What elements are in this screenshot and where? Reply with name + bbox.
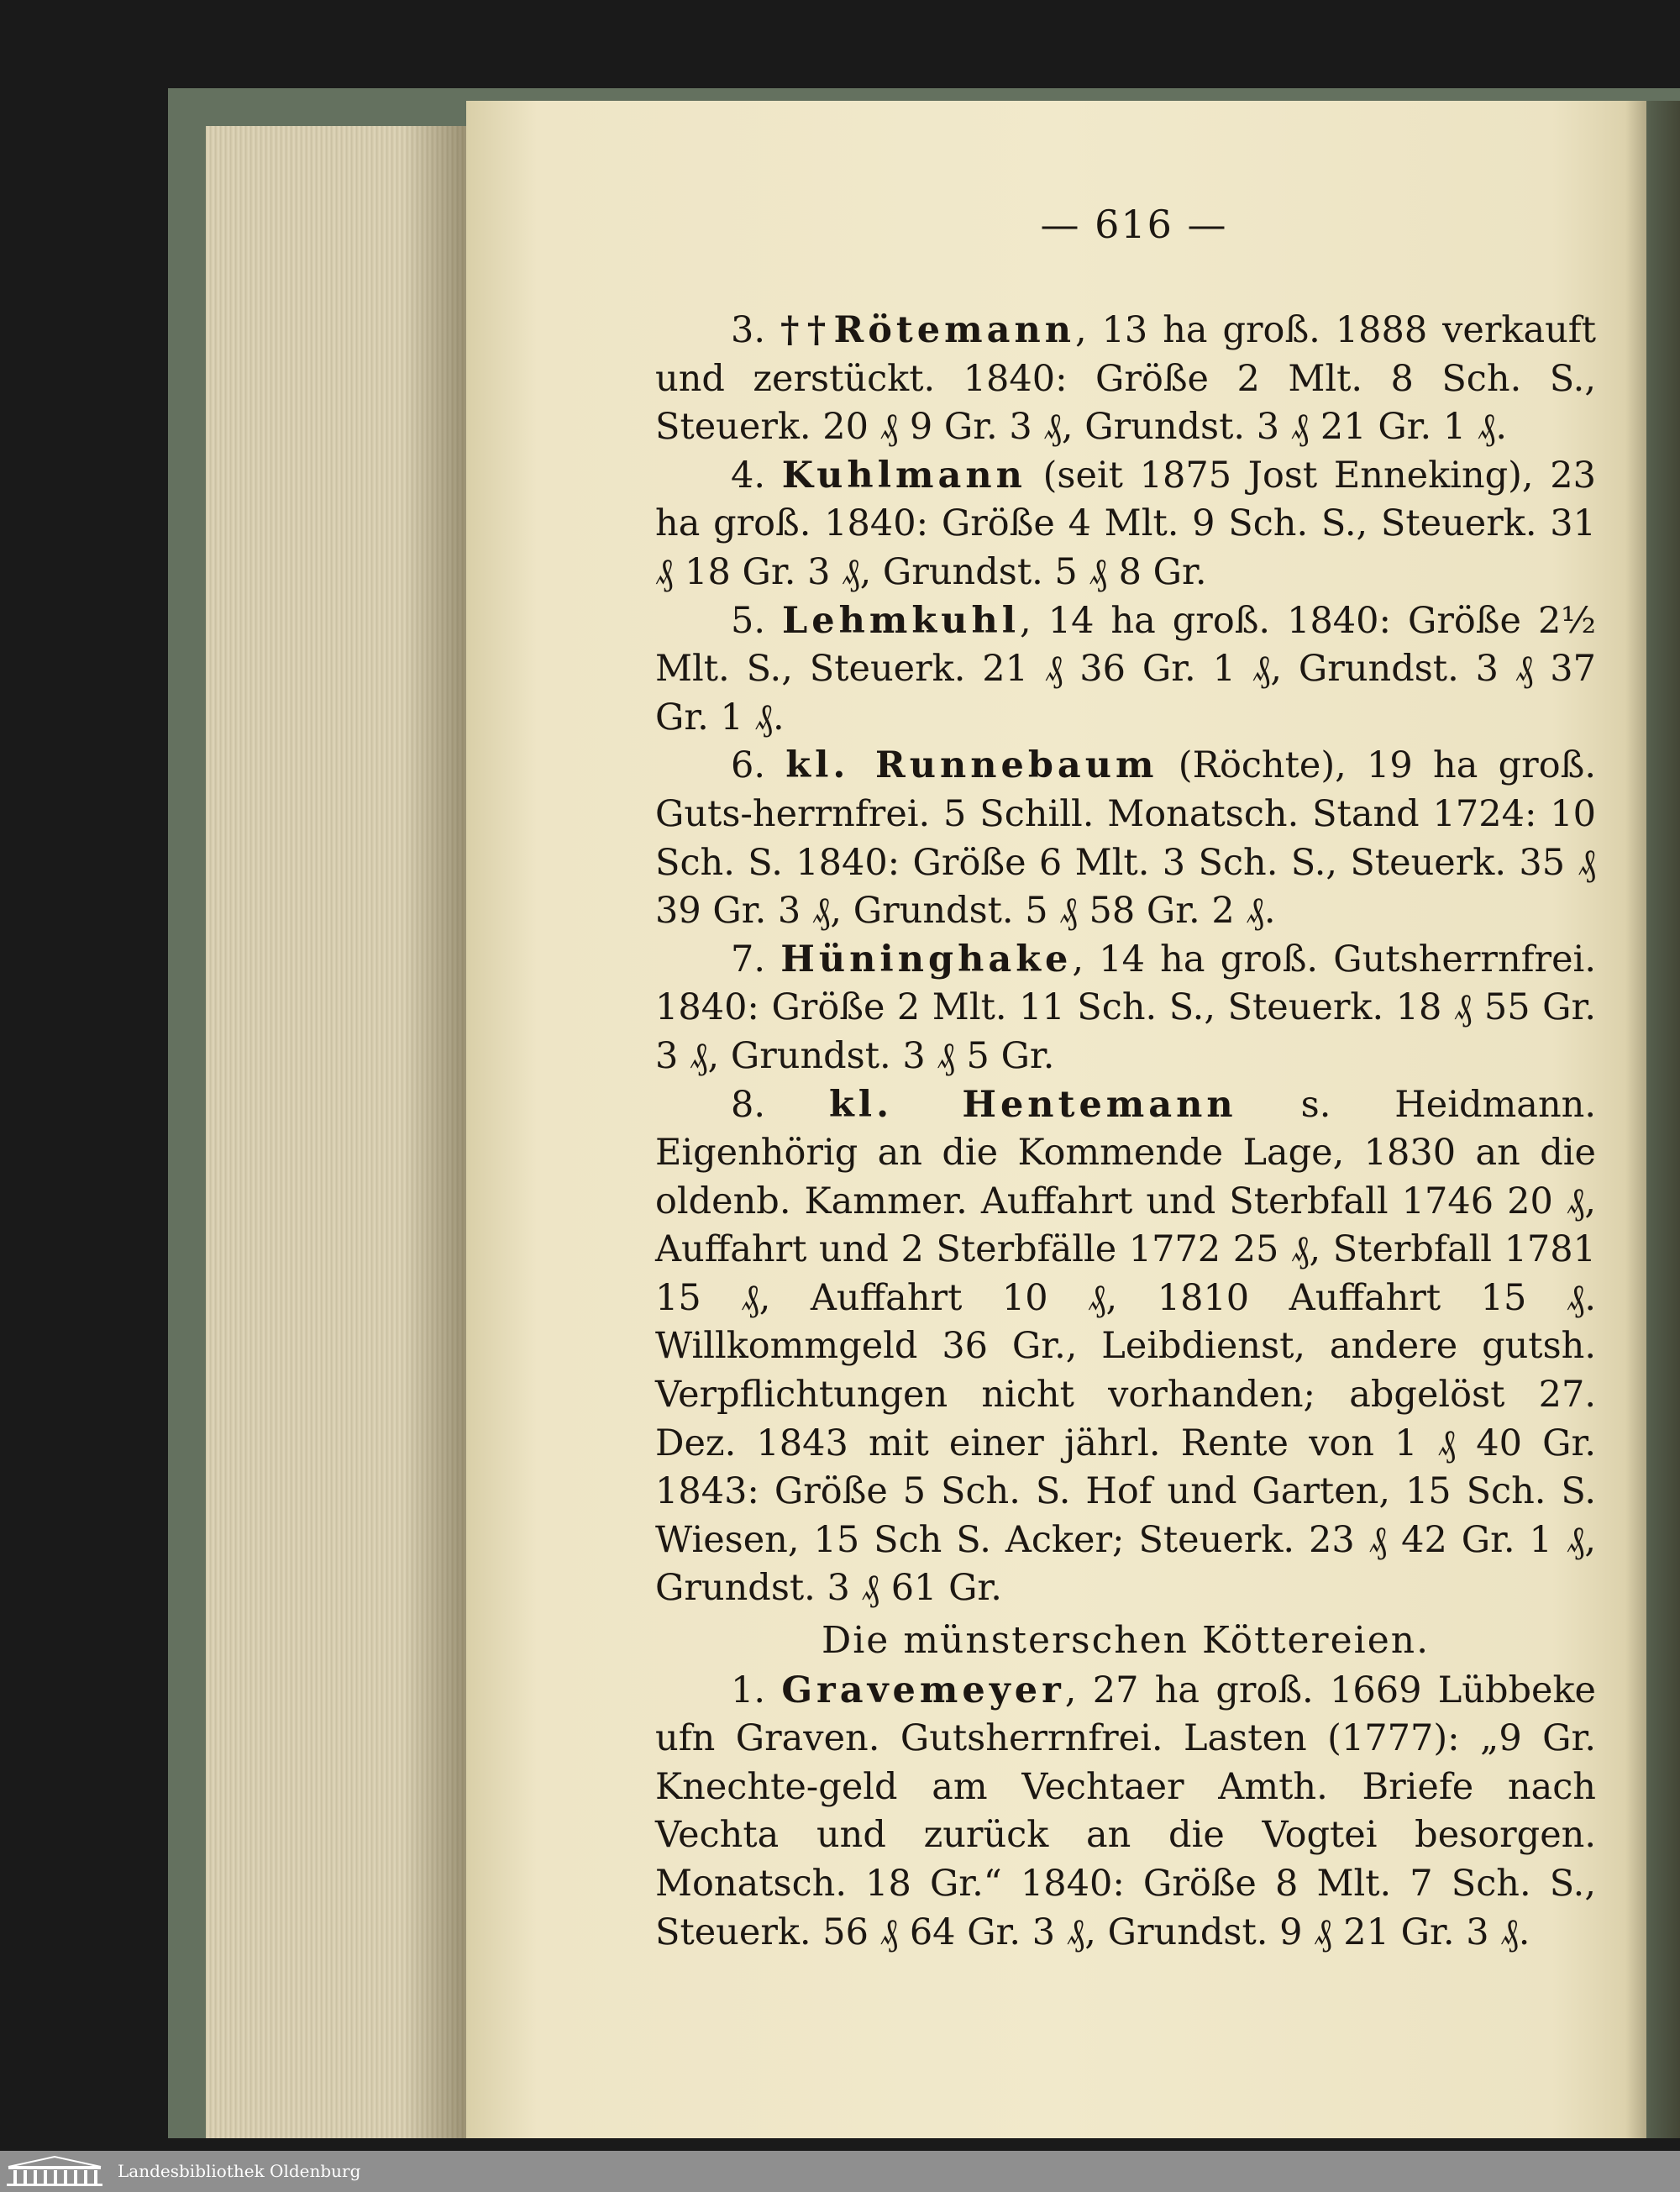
entry-number: 5. [731,599,766,642]
library-name: Landesbibliothek Oldenburg [118,2161,361,2181]
entry-text: (Röchte), 19 ha groß. Guts-herrnfrei. 5 Schill. Monatsch. Stand 1724: 10 Sch. S. 1840: Größe 6 Mlt. 3 Sch. S., Steuerk. 35 ₰ 39 Gr. 3 ₰, Grundst. 5 ₰ 58 Gr. 2 ₰. [655,744,1596,933]
farm-name: kl. Runnebaum [785,744,1158,787]
page-number: — 616 — [1040,202,1228,247]
entry-6 [655,742,1596,935]
footer-bar [0,2151,1680,2192]
section-entry-1 [655,1667,1596,1958]
entry-4 [655,452,1596,597]
farm-name: Gravemeyer [781,1669,1065,1711]
entry-number: 4. [731,454,766,497]
farm-name: kl. Hentemann [828,1083,1237,1126]
page-text [655,307,1596,1957]
farm-name: Lehmkuhl [782,599,1021,642]
section-heading: Die münsterschen Köttereien. [821,1619,1431,1663]
entry-number: 6. [731,744,766,787]
entry-number: 8. [731,1083,766,1126]
entry-text: , 13 ha groß. 1888 verkauft und zerstückt. 1840: Größe 2 Mlt. 8 Sch. S., Steuerk. 20 ₰ 9 Gr. 3 ₰, Grundst. 3 ₰ 21 Gr. 1 ₰. [655,309,1596,449]
entry-3 [655,307,1596,452]
entry-text: (seit 1875 Jost Enneking), 23 ha groß. 1840: Größe 4 Mlt. 9 Sch. S., Steuerk. 31 ₰ 18 Gr. 3 ₰, Grundst. 5 ₰ 8 Gr. [655,454,1597,593]
page-gutter-shadow [1625,101,1680,2138]
farm-name: ††Rötemann [780,309,1075,351]
library-building-icon [5,2155,104,2187]
entry-7 [655,936,1596,1081]
entry-5 [655,597,1596,743]
entry-text: s. Heidmann. Eigenhörig an die Kommende Lage, 1830 an die oldenb. Kammer. Auffahrt und Sterbfall 1746 20 ₰, Auffahrt und 2 Sterbfälle 1772 25 ₰, Sterbfall 1781 15 ₰, Auffahrt 10 ₰, 1810 Auffahrt 15 ₰. Willkommgeld 36 Gr., Leibdienst, andere gutsh. Verpflichtungen nicht vorhanden; abgelöst 27. Dez. 1843 mit einer jährl. Rente von 1 ₰ 40 Gr. 1843: Größe 5 Sch. S. Hof und Garten, 15 Sch. S. Wiesen, 15 Sch S. Acker; Steuerk. 23 ₰ 42 Gr. 1 ₰, Grundst. 3 ₰ 61 Gr. [655,1083,1596,1610]
entry-number: 1. [731,1669,766,1711]
entry-number: 3. [731,309,766,351]
entry-text: , 14 ha groß. 1840: Größe 2½ Mlt. S., Steuerk. 21 ₰ 36 Gr. 1 ₰, Grundst. 3 ₰ 37 Gr. 1 ₰. [655,599,1596,739]
farm-name: Hüninghake [780,938,1073,980]
farm-name: Kuhlmann [781,454,1026,497]
entry-8 [655,1081,1596,1614]
entry-number: 7. [731,938,766,980]
entry-text: , 27 ha groß. 1669 Lübbeke ufn Graven. Gutsherrnfrei. Lasten (1777): „9 Gr. Knechte-geld am Vechtaer Amth. Briefe nach Vechta und zurück an die Vogtei besorgen. Monatsch. 18 Gr.“ 1840: Größe 8 Mlt. 7 Sch. S., Steuerk. 56 ₰ 64 Gr. 3 ₰, Grundst. 9 ₰ 21 Gr. 3 ₰. [655,1669,1596,1953]
entry-text: , 14 ha groß. Gutsherrnfrei. 1840: Größe 2 Mlt. 11 Sch. S., Steuerk. 18 ₰ 55 Gr. 3 ₰, Grundst. 3 ₰ 5 Gr. [655,938,1596,1077]
page-edge-shadow [403,126,466,2138]
